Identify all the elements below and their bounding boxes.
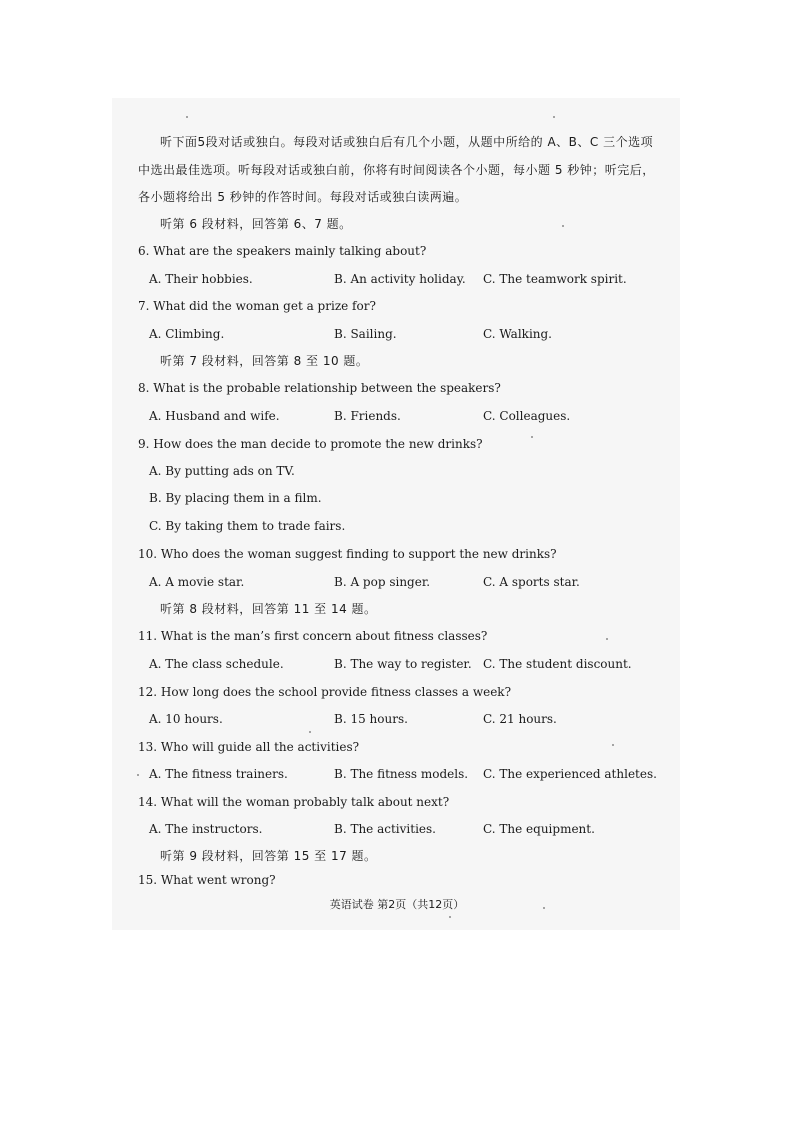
question-13: 13. Who will guide all the activities? (138, 740, 360, 754)
scan-speck (612, 744, 614, 746)
question-12: 12. How long does the school provide fitness classes a week? (138, 685, 512, 699)
section-8-heading: 听第 8 段材料，回答第 11 至 14 题。 (160, 602, 377, 616)
q14-option-a: A. The instructors. (149, 822, 263, 836)
question-6: 6. What are the speakers mainly talking about? (138, 244, 427, 258)
question-7: 7. What did the woman get a prize for? (138, 299, 376, 313)
scan-speck (562, 225, 564, 227)
q7-option-a: A. Climbing. (149, 327, 225, 341)
q10-option-c: C. A sports star. (483, 575, 580, 589)
q7-option-c: C. Walking. (483, 327, 552, 341)
q14-option-b: B. The activities. (334, 822, 436, 836)
page-footer: 英语试卷 第2页（共12页） (329, 898, 465, 911)
q11-option-b: B. The way to register. (334, 657, 472, 671)
instructions-line-2: 中选出最佳选项。听每段对话或独白前，你将有时间阅读各个小题，每小题 5 秒钟；听完后， (138, 163, 655, 177)
q8-option-b: B. Friends. (334, 409, 401, 423)
question-9: 9. How does the man decide to promote the new drinks? (138, 437, 483, 451)
question-10: 10. Who does the woman suggest finding to support the new drinks? (138, 547, 557, 561)
q14-option-c: C. The equipment. (483, 822, 595, 836)
q11-option-c: C. The student discount. (483, 657, 632, 671)
question-15: 15. What went wrong? (138, 873, 276, 887)
q13-option-b: B. The fitness models. (334, 767, 469, 781)
q13-option-a: A. The fitness trainers. (149, 767, 288, 781)
scan-speck (309, 731, 311, 733)
scan-speck (137, 774, 139, 776)
question-8: 8. What is the probable relationship between the speakers? (138, 381, 501, 395)
section-9-heading: 听第 9 段材料，回答第 15 至 17 题。 (160, 849, 377, 863)
q8-option-a: A. Husband and wife. (149, 409, 280, 423)
q10-option-b: B. A pop singer. (334, 575, 431, 589)
scan-speck (449, 916, 451, 918)
scan-speck (186, 116, 188, 118)
question-14: 14. What will the woman probably talk about next? (138, 795, 450, 809)
section-7-heading: 听第 7 段材料，回答第 8 至 10 题。 (160, 354, 369, 368)
q9-option-c: C. By taking them to trade fairs. (149, 519, 346, 533)
q9-option-a: A. By putting ads on TV. (149, 464, 295, 478)
scan-speck (606, 638, 608, 640)
question-11: 11. What is the man’s first concern about fitness classes? (138, 629, 488, 643)
instructions-line-1: 听下面5段对话或独白。每段对话或独白后有几个小题，从题中所给的 A、B、C 三个选项 (160, 135, 654, 149)
q7-option-b: B. Sailing. (334, 327, 397, 341)
q10-option-a: A. A movie star. (149, 575, 245, 589)
q12-option-a: A. 10 hours. (149, 712, 223, 726)
q6-option-c: C. The teamwork spirit. (483, 272, 627, 286)
q6-option-a: A. Their hobbies. (149, 272, 253, 286)
q6-option-b: B. An activity holiday. (334, 272, 466, 286)
scan-speck (553, 116, 555, 118)
q12-option-b: B. 15 hours. (334, 712, 408, 726)
q8-option-c: C. Colleagues. (483, 409, 571, 423)
instructions-line-3: 各小题将给出 5 秒钟的作答时间。每段对话或独白读两遍。 (138, 190, 468, 204)
q13-option-c: C. The experienced athletes. (483, 767, 657, 781)
section-6-heading: 听第 6 段材料，回答第 6、7 题。 (160, 217, 352, 231)
q11-option-a: A. The class schedule. (149, 657, 284, 671)
q12-option-c: C. 21 hours. (483, 712, 557, 726)
scan-speck (531, 436, 533, 438)
q9-option-b: B. By placing them in a film. (149, 491, 322, 505)
